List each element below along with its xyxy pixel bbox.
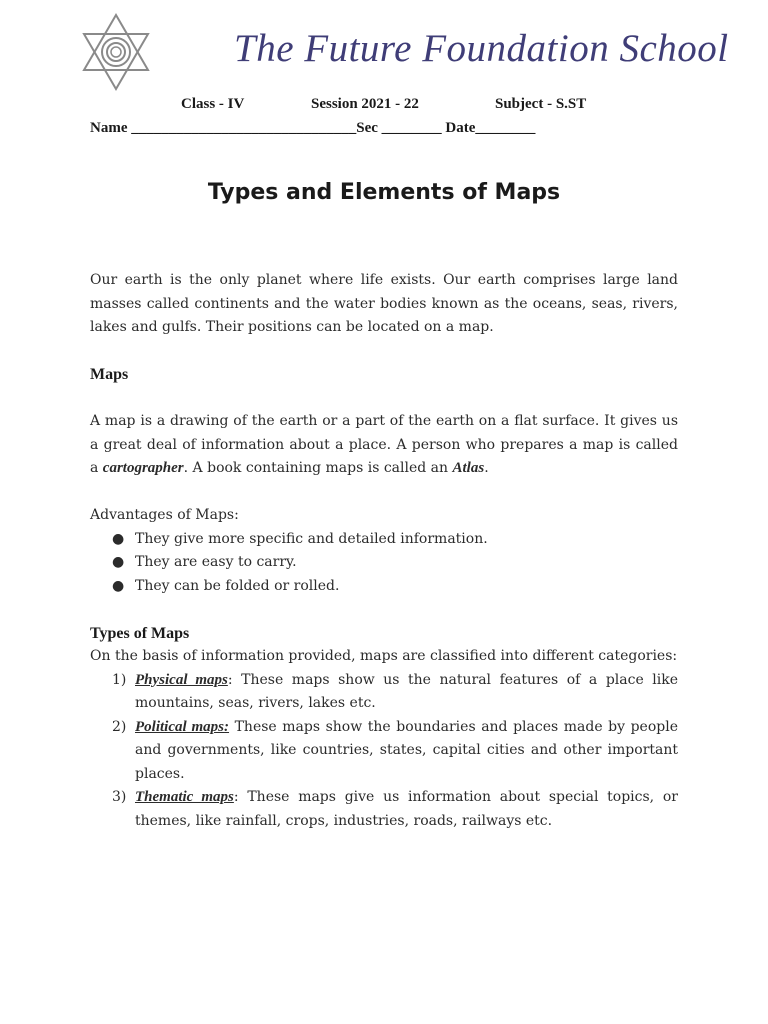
- worksheet-body: [90, 269, 678, 833]
- term-political-maps: Political maps:: [135, 718, 230, 735]
- list-item: ● They are easy to carry.: [90, 551, 678, 575]
- list-item: 2) Political maps: These maps show the boundaries and places made by people and governments, like countries, states, capital cities and other important places.: [112, 718, 678, 782]
- list-item: ● They give more specific and detailed information.: [90, 528, 678, 552]
- page-title: Types and Elements of Maps: [207, 180, 561, 205]
- bullet-icon: ●: [112, 554, 125, 570]
- types-list: [90, 669, 678, 834]
- school-name: The Future Foundation School: [234, 27, 729, 70]
- maps-definition-paragraph: A map is a drawing of the earth or a part of the earth on a flat surface. It gives us a great deal of information about a place. A person who prepares a map is called a cartographer. A book containing maps is called an Atlas.: [90, 413, 678, 476]
- list-item: 3) Thematic maps: These maps give us information about special topics, or themes, like rainfall, crops, industries, roads, railways etc.: [112, 789, 679, 829]
- term-cartographer: cartographer: [102, 460, 184, 476]
- types-intro: On the basis of information provided, maps are classified into different categories:: [90, 648, 678, 664]
- name-section-date-line: Name ______________________________Sec ________ Date________: [90, 120, 536, 136]
- advantages-list: [90, 528, 678, 599]
- term-physical-maps: Physical maps: [135, 671, 228, 688]
- bullet-icon: ●: [112, 577, 125, 594]
- term-atlas: Atlas: [452, 460, 485, 476]
- advantages-label: Advantages of Maps:: [90, 507, 239, 523]
- class-label: Class - IV: [181, 96, 245, 112]
- session-label: Session 2021 - 22: [311, 96, 419, 112]
- list-item: ● They can be folded or rolled.: [90, 575, 678, 599]
- maps-heading: Maps: [90, 366, 129, 383]
- term-thematic-maps: Thematic maps: [135, 789, 234, 805]
- school-logo: [80, 12, 152, 92]
- bullet-icon: ●: [112, 530, 125, 547]
- subject-label: Subject - S.ST: [495, 96, 587, 112]
- types-heading: Types of Maps: [90, 624, 190, 642]
- intro-paragraph: Our earth is the only planet where life exists. Our earth comprises large land masses called continents and the water bodies known as the oceans, seas, rivers, lakes and gulfs. Their positions can be located on a map.: [90, 272, 678, 335]
- list-item: 1) Physical maps: These maps show us the natural features of a place like mountains, seas, rivers, lakes etc.: [112, 671, 679, 711]
